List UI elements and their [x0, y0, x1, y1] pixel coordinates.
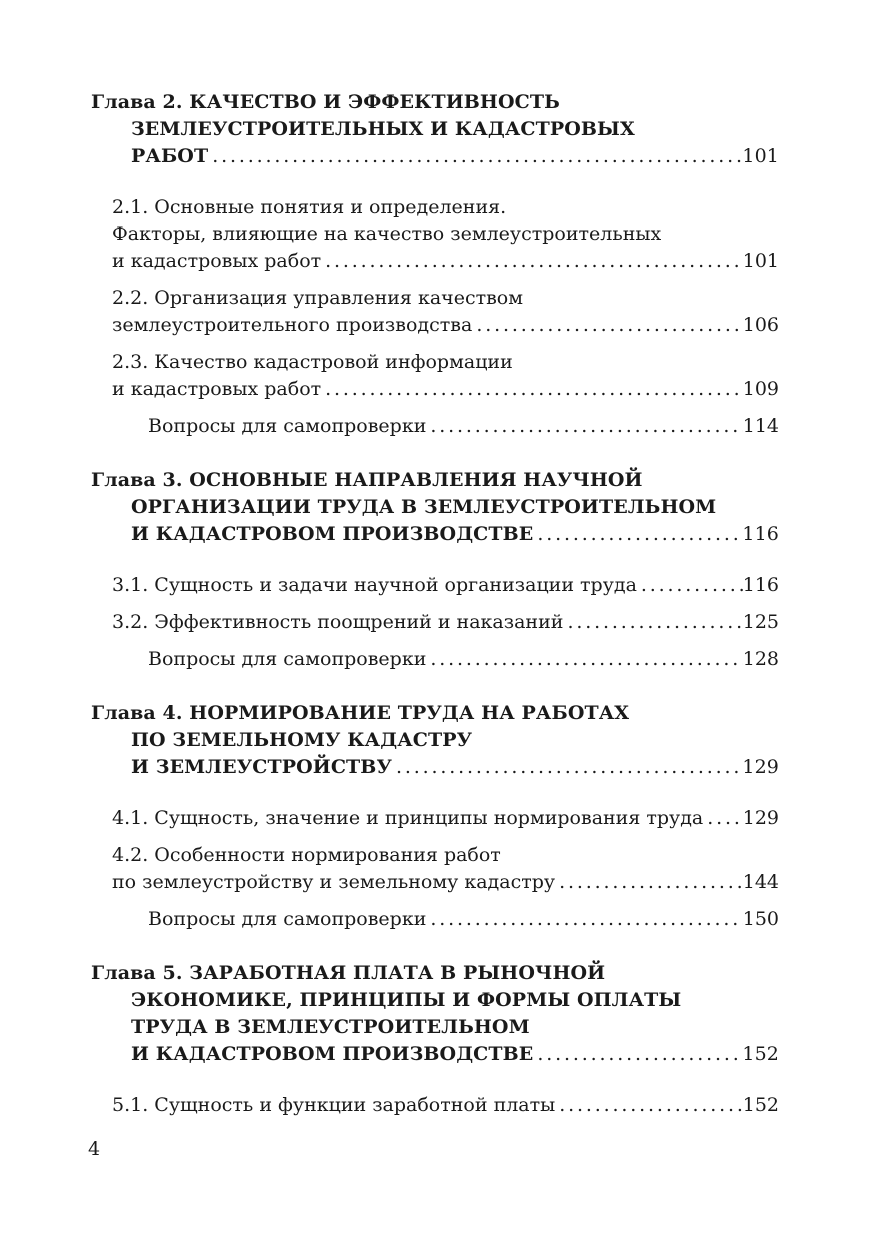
chapter-title-last-line: [91, 521, 779, 548]
page-number: 128: [742, 648, 779, 670]
chapter-title-line: ЭКОНОМИКЕ, ПРИНЦИПЫ И ФОРМЫ ОПЛАТЫ: [131, 989, 682, 1011]
page-footer-number: 4: [88, 1138, 101, 1160]
chapter-title-line: ОРГАНИЗАЦИИ ТРУДА В ЗЕМЛЕУСТРОИТЕЛЬНОМ: [131, 496, 717, 518]
section-title-last-line: [112, 312, 779, 339]
page-number: 150: [742, 908, 779, 930]
section-title-last-line: [112, 609, 779, 636]
section-title-last-line: [112, 805, 779, 832]
questions-line: [148, 646, 779, 673]
questions-line: [148, 906, 779, 933]
page-number: 129: [742, 807, 779, 829]
dot-leader: [426, 413, 742, 440]
chapter-title-last-line: [91, 1041, 779, 1068]
section-title-text: землеустроительного производства: [112, 314, 473, 336]
questions-label: Вопросы для самопроверки: [148, 908, 427, 930]
chapter-4-heading[interactable]: [91, 700, 779, 781]
section-entry[interactable]: [91, 1092, 779, 1119]
page-number: 109: [742, 378, 779, 400]
section-entry[interactable]: [91, 194, 779, 275]
section-title-text: 3.1. Сущность и задачи научной организации труда: [112, 574, 637, 596]
section-title-text: 5.1. Сущность и функции заработной платы: [112, 1094, 556, 1116]
section-title-last-line: [112, 869, 779, 896]
chapter-title-text: И ЗЕМЛЕУСТРОЙСТВУ: [131, 756, 392, 778]
section-entry[interactable]: [91, 805, 779, 832]
dot-leader: [563, 609, 742, 636]
chapter-title-text: И КАДАСТРОВОМ ПРОИЗВОДСТВЕ: [131, 1043, 534, 1065]
section-title-line: 2.3. Качество кадастровой информации: [112, 351, 513, 373]
section-title-last-line: [112, 1092, 779, 1119]
page-number: 152: [742, 1043, 779, 1065]
questions-line: [148, 413, 779, 440]
chapter-title-line: ПО ЗЕМЕЛЬНОМУ КАДАСТРУ: [131, 729, 473, 751]
questions-label: Вопросы для самопроверки: [148, 648, 427, 670]
dot-leader: [426, 906, 742, 933]
section-title-text: и кадастровых работ: [112, 250, 322, 272]
section-title-text: по землеустройству и земельному кадастру: [112, 871, 556, 893]
chapter-5-heading[interactable]: [91, 960, 779, 1068]
dot-leader: [533, 1041, 742, 1068]
page-number: 101: [742, 145, 779, 167]
section-title-last-line: [112, 248, 779, 275]
section-title-line: 4.2. Особенности нормирования работ: [112, 844, 501, 866]
dot-leader: [208, 143, 742, 170]
section-title-line: 2.1. Основные понятия и определения.: [112, 196, 507, 218]
section-title-line: 2.2. Организация управления качеством: [112, 287, 524, 309]
section-title-last-line: [112, 572, 779, 599]
dot-leader: [703, 805, 742, 832]
section-title-text: 3.2. Эффективность поощрений и наказаний: [112, 611, 564, 633]
chapter-title-line: ТРУДА В ЗЕМЛЕУСТРОИТЕЛЬНОМ: [131, 1016, 530, 1038]
dot-leader: [533, 521, 742, 548]
dot-leader: [321, 248, 743, 275]
dot-leader: [472, 312, 742, 339]
dot-leader: [426, 646, 742, 673]
chapter-title-last-line: [91, 143, 779, 170]
section-title-text: 4.1. Сущность, значение и принципы нормирования труда: [112, 807, 704, 829]
section-entry[interactable]: [91, 349, 779, 403]
chapter-title-text: И КАДАСТРОВОМ ПРОИЗВОДСТВЕ: [131, 523, 534, 545]
page-number: 152: [742, 1094, 779, 1116]
dot-leader: [392, 754, 742, 781]
chapter-title-text: РАБОТ: [131, 145, 209, 167]
dot-leader: [555, 869, 743, 896]
section-title-text: и кадастровых работ: [112, 378, 322, 400]
page-number: 129: [742, 756, 779, 778]
chapter-2-heading[interactable]: [91, 89, 779, 170]
table-of-contents: [91, 89, 779, 1119]
chapter-title-last-line: [91, 754, 779, 781]
dot-leader: [321, 376, 743, 403]
page-number: 116: [742, 523, 779, 545]
chapter-title-line: Глава 4. НОРМИРОВАНИЕ ТРУДА НА РАБОТАХ: [91, 702, 630, 724]
chapter-title-line: ЗЕМЛЕУСТРОИТЕЛЬНЫХ И КАДАСТРОВЫХ: [131, 118, 635, 140]
chapter-title-line: Глава 2. КАЧЕСТВО И ЭФФЕКТИВНОСТЬ: [91, 91, 560, 113]
page-number: 125: [742, 611, 779, 633]
self-check-questions-entry[interactable]: [91, 906, 779, 933]
chapter-title-line: Глава 5. ЗАРАБОТНАЯ ПЛАТА В РЫНОЧНОЙ: [91, 962, 606, 984]
section-entry[interactable]: [91, 572, 779, 599]
chapter-title-line: Глава 3. ОСНОВНЫЕ НАПРАВЛЕНИЯ НАУЧНОЙ: [91, 469, 643, 491]
section-entry[interactable]: [91, 842, 779, 896]
section-title-line: Факторы, влияющие на качество землеустроительных: [112, 223, 662, 245]
page-number: 116: [742, 574, 779, 596]
self-check-questions-entry[interactable]: [91, 413, 779, 440]
page-number: 114: [742, 415, 779, 437]
section-entry[interactable]: [91, 285, 779, 339]
self-check-questions-entry[interactable]: [91, 646, 779, 673]
section-title-last-line: [112, 376, 779, 403]
questions-label: Вопросы для самопроверки: [148, 415, 427, 437]
dot-leader: [637, 572, 743, 599]
chapter-3-heading[interactable]: [91, 467, 779, 548]
page-number: 106: [742, 314, 779, 336]
dot-leader: [555, 1092, 742, 1119]
page-number: 144: [742, 871, 779, 893]
section-entry[interactable]: [91, 609, 779, 636]
page-number: 101: [742, 250, 779, 272]
